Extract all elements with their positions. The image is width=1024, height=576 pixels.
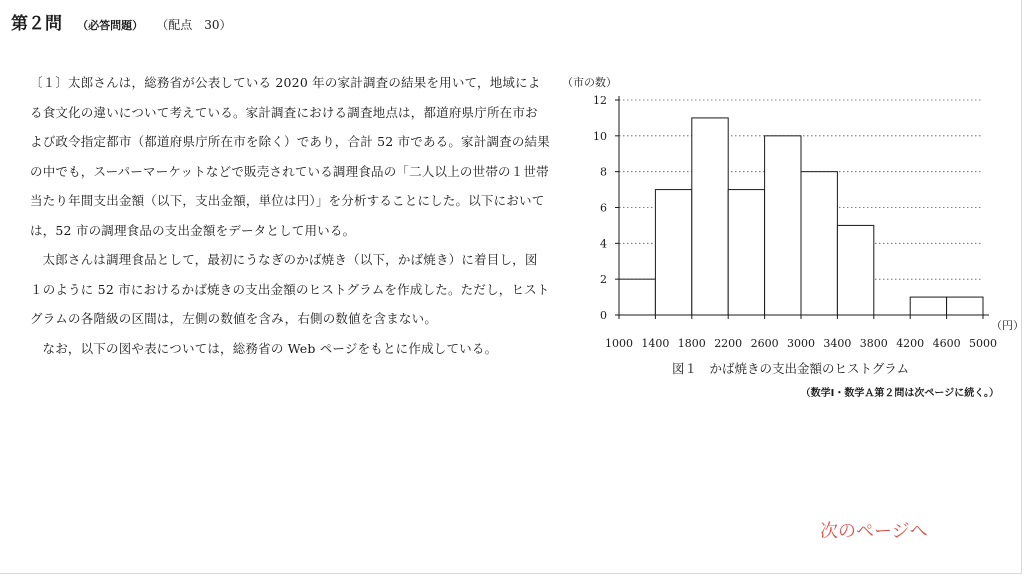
x-tick-label: 1800 — [677, 337, 706, 350]
y-tick-label: 8 — [600, 165, 607, 179]
y-tick-label: 4 — [600, 237, 607, 251]
y-axis-label: （市の数） — [562, 76, 617, 89]
x-axis-label: （円） — [991, 319, 1024, 332]
histogram-chart — [560, 70, 1024, 360]
histogram-bar — [692, 118, 728, 315]
x-tick-label: 2200 — [714, 337, 743, 350]
part-label: 〔１〕 — [30, 75, 69, 90]
histogram-svg — [560, 70, 1024, 360]
x-tick-label: 3000 — [787, 337, 815, 350]
histogram-bar — [655, 190, 691, 315]
problem-body — [30, 68, 550, 363]
x-tick-label: 4200 — [896, 337, 925, 350]
paragraph-1-text: 太郎さんは，総務省が公表している 2020 年の家計調査の結果を用いて，地域による食文化の違いについて考えている。家計調査における調査地点は，都道府県庁所在市および政令指定都市（都道府県庁所在市を除く）であり，合計 52 市である。家計調査の結果の中でも，スーパーマーケットなどで販売されている調理食品の「二人以上の世帯の１世帯当たり年間支出金額（以下，支出金額，単位は円）」を分析することにした。以下においては，52 市の調理食品の支出金額をデータとして用いる。 — [30, 75, 550, 238]
continue-note: （数学Ⅰ・数学Ａ第２問は次ページに続く。） — [800, 388, 999, 399]
problem-header — [11, 9, 231, 34]
y-tick-label: 12 — [593, 94, 607, 107]
histogram-bar — [765, 136, 801, 315]
x-tick-label: 4600 — [932, 337, 961, 350]
histogram-bar — [837, 225, 873, 315]
x-tick-label: 1400 — [641, 337, 670, 350]
next-page-link[interactable]: 次のページへ — [820, 521, 928, 542]
histogram-bar — [910, 297, 946, 315]
y-tick-label: 0 — [600, 309, 607, 322]
x-tick-label: 3800 — [859, 337, 888, 350]
y-tick-label: 10 — [593, 129, 607, 143]
paragraph-2: 太郎さんは調理食品として，最初にうなぎのかば焼き（以下，かば焼き）に着目し，図１のように 52 市におけるかば焼きの支出金額のヒストグラムを作成した。ただし，ヒストグラムの各階級の区間は，左側の数値を含み，右側の数値を含まない。 — [30, 252, 550, 326]
histogram-bar — [619, 279, 655, 315]
y-tick-label: 2 — [600, 273, 607, 287]
x-tick-label: 3400 — [823, 337, 852, 350]
paragraph-3: なお，以下の図や表については，総務省の Web ページをもとに作成している。 — [42, 340, 498, 356]
y-tick-label: 6 — [600, 201, 607, 215]
histogram-bar — [801, 172, 837, 315]
x-tick-label: 5000 — [969, 337, 997, 350]
histogram-bar — [947, 297, 983, 315]
x-tick-label: 1000 — [605, 337, 633, 350]
required-tag: （必答問題） — [77, 19, 144, 32]
histogram-bar — [728, 190, 764, 315]
figure-caption: 図１ かば焼きの支出金額のヒストグラム — [672, 361, 910, 376]
paragraph-1 — [30, 68, 550, 245]
problem-number: 第２問 — [11, 14, 62, 34]
x-tick-label: 2600 — [750, 337, 779, 350]
points-tag: （配点 30） — [156, 18, 232, 32]
